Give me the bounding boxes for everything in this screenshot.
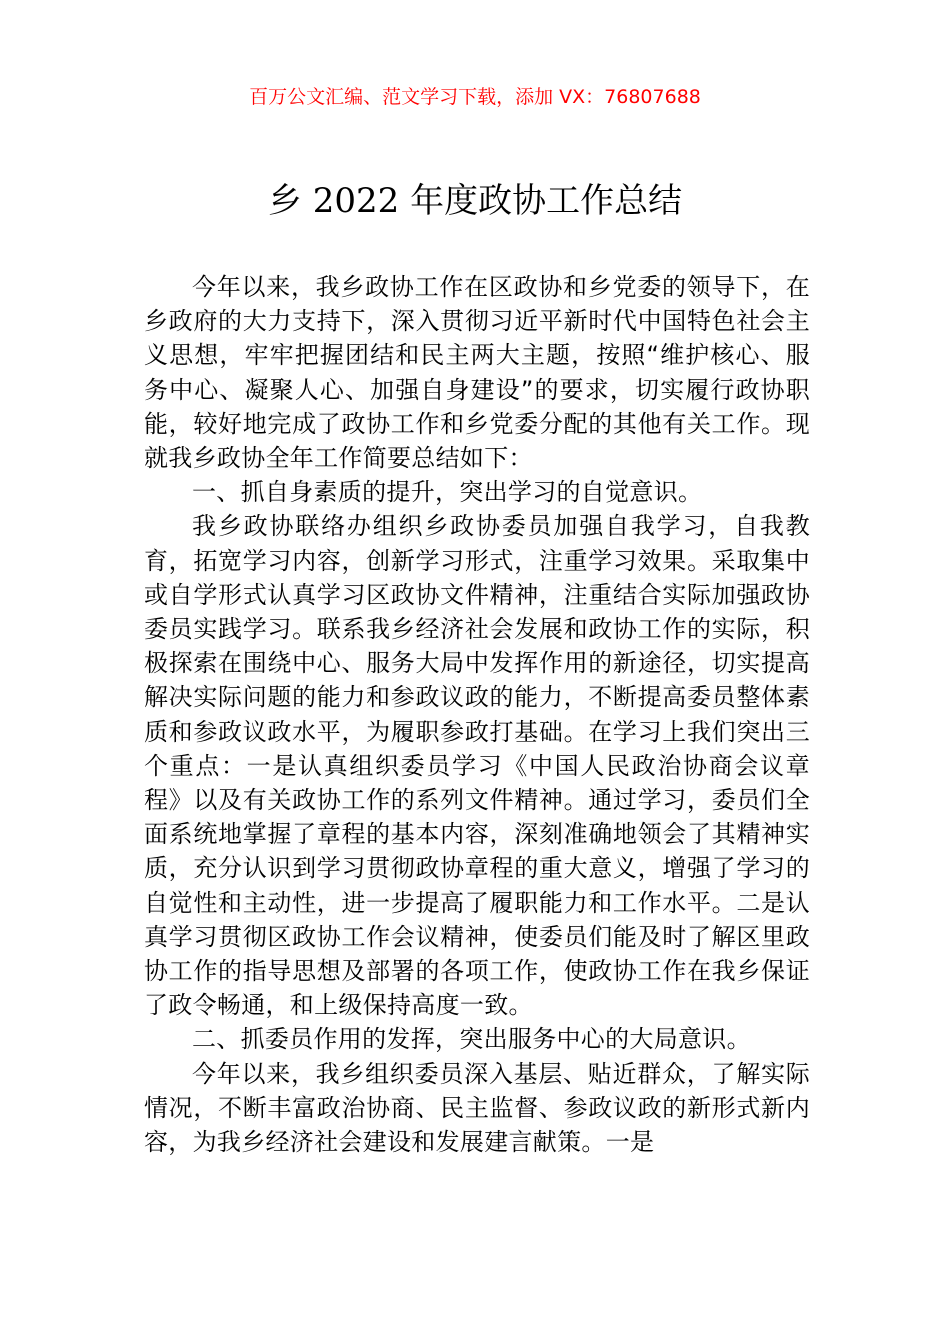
section-heading-2: 二、抓委员作用的发挥，突出服务中心的大局意识。: [192, 1025, 751, 1054]
promo-header-text: 百万公文汇编、范文学习下载，添加 VX：76807688: [249, 86, 701, 108]
document-body: [144, 270, 810, 1159]
section-2-paragraph: 今年以来，我乡组织委员深入基层、贴近群众，了解实际情况，不断丰富政治协商、民主监督、参政议政的新形式新内容，为我乡经济社会建设和发展建言献策。一是: [144, 1059, 810, 1157]
section-1-paragraph: 我乡政协联络办组织乡政协委员加强自我学习，自我教育，拓宽学习内容，创新学习形式，注重学习效果。采取集中或自学形式认真学习区政协文件精神，注重结合实际加强政协委员实践学习。联系我乡经济社会发展和政协工作的实际，积极探索在围绕中心、服务大局中发挥作用的新途径，切实提高解决实际问题的能力和参政议政的能力，不断提高委员整体素质和参政议政水平，为履职参政打基础。在学习上我们突出三个重点：一是认真组织委员学习《中国人民政治协商会议章程》以及有关政协工作的系列文件精神。通过学习，委员们全面系统地掌握了章程的基本内容，深刻准确地领会了其精神实质，充分认识到学习贯彻政协章程的重大意义，增强了学习的自觉性和主动性，进一步提高了履职能力和工作水平。二是认真学习贯彻区政协工作会议精神，使委员们能及时了解区里政协工作的指导思想及部署的各项工作，使政协工作在我乡保证了政令畅通，和上级保持高度一致。: [144, 512, 810, 1020]
document-title: 乡 2022 年度政协工作总结: [267, 181, 683, 221]
section-heading-1: 一、抓自身素质的提升，突出学习的自觉意识。: [192, 478, 703, 507]
intro-paragraph: 今年以来，我乡政协工作在区政协和乡党委的领导下，在乡政府的大力支持下，深入贯彻习近平新时代中国特色社会主义思想，牢牢把握团结和民主两大主题，按照“维护核心、服务中心、凝聚人心、加强自身建设”的要求，切实履行政协职能，较好地完成了政协工作和乡党委分配的其他有关工作。现就我乡政协全年工作简要总结如下：: [144, 273, 811, 473]
